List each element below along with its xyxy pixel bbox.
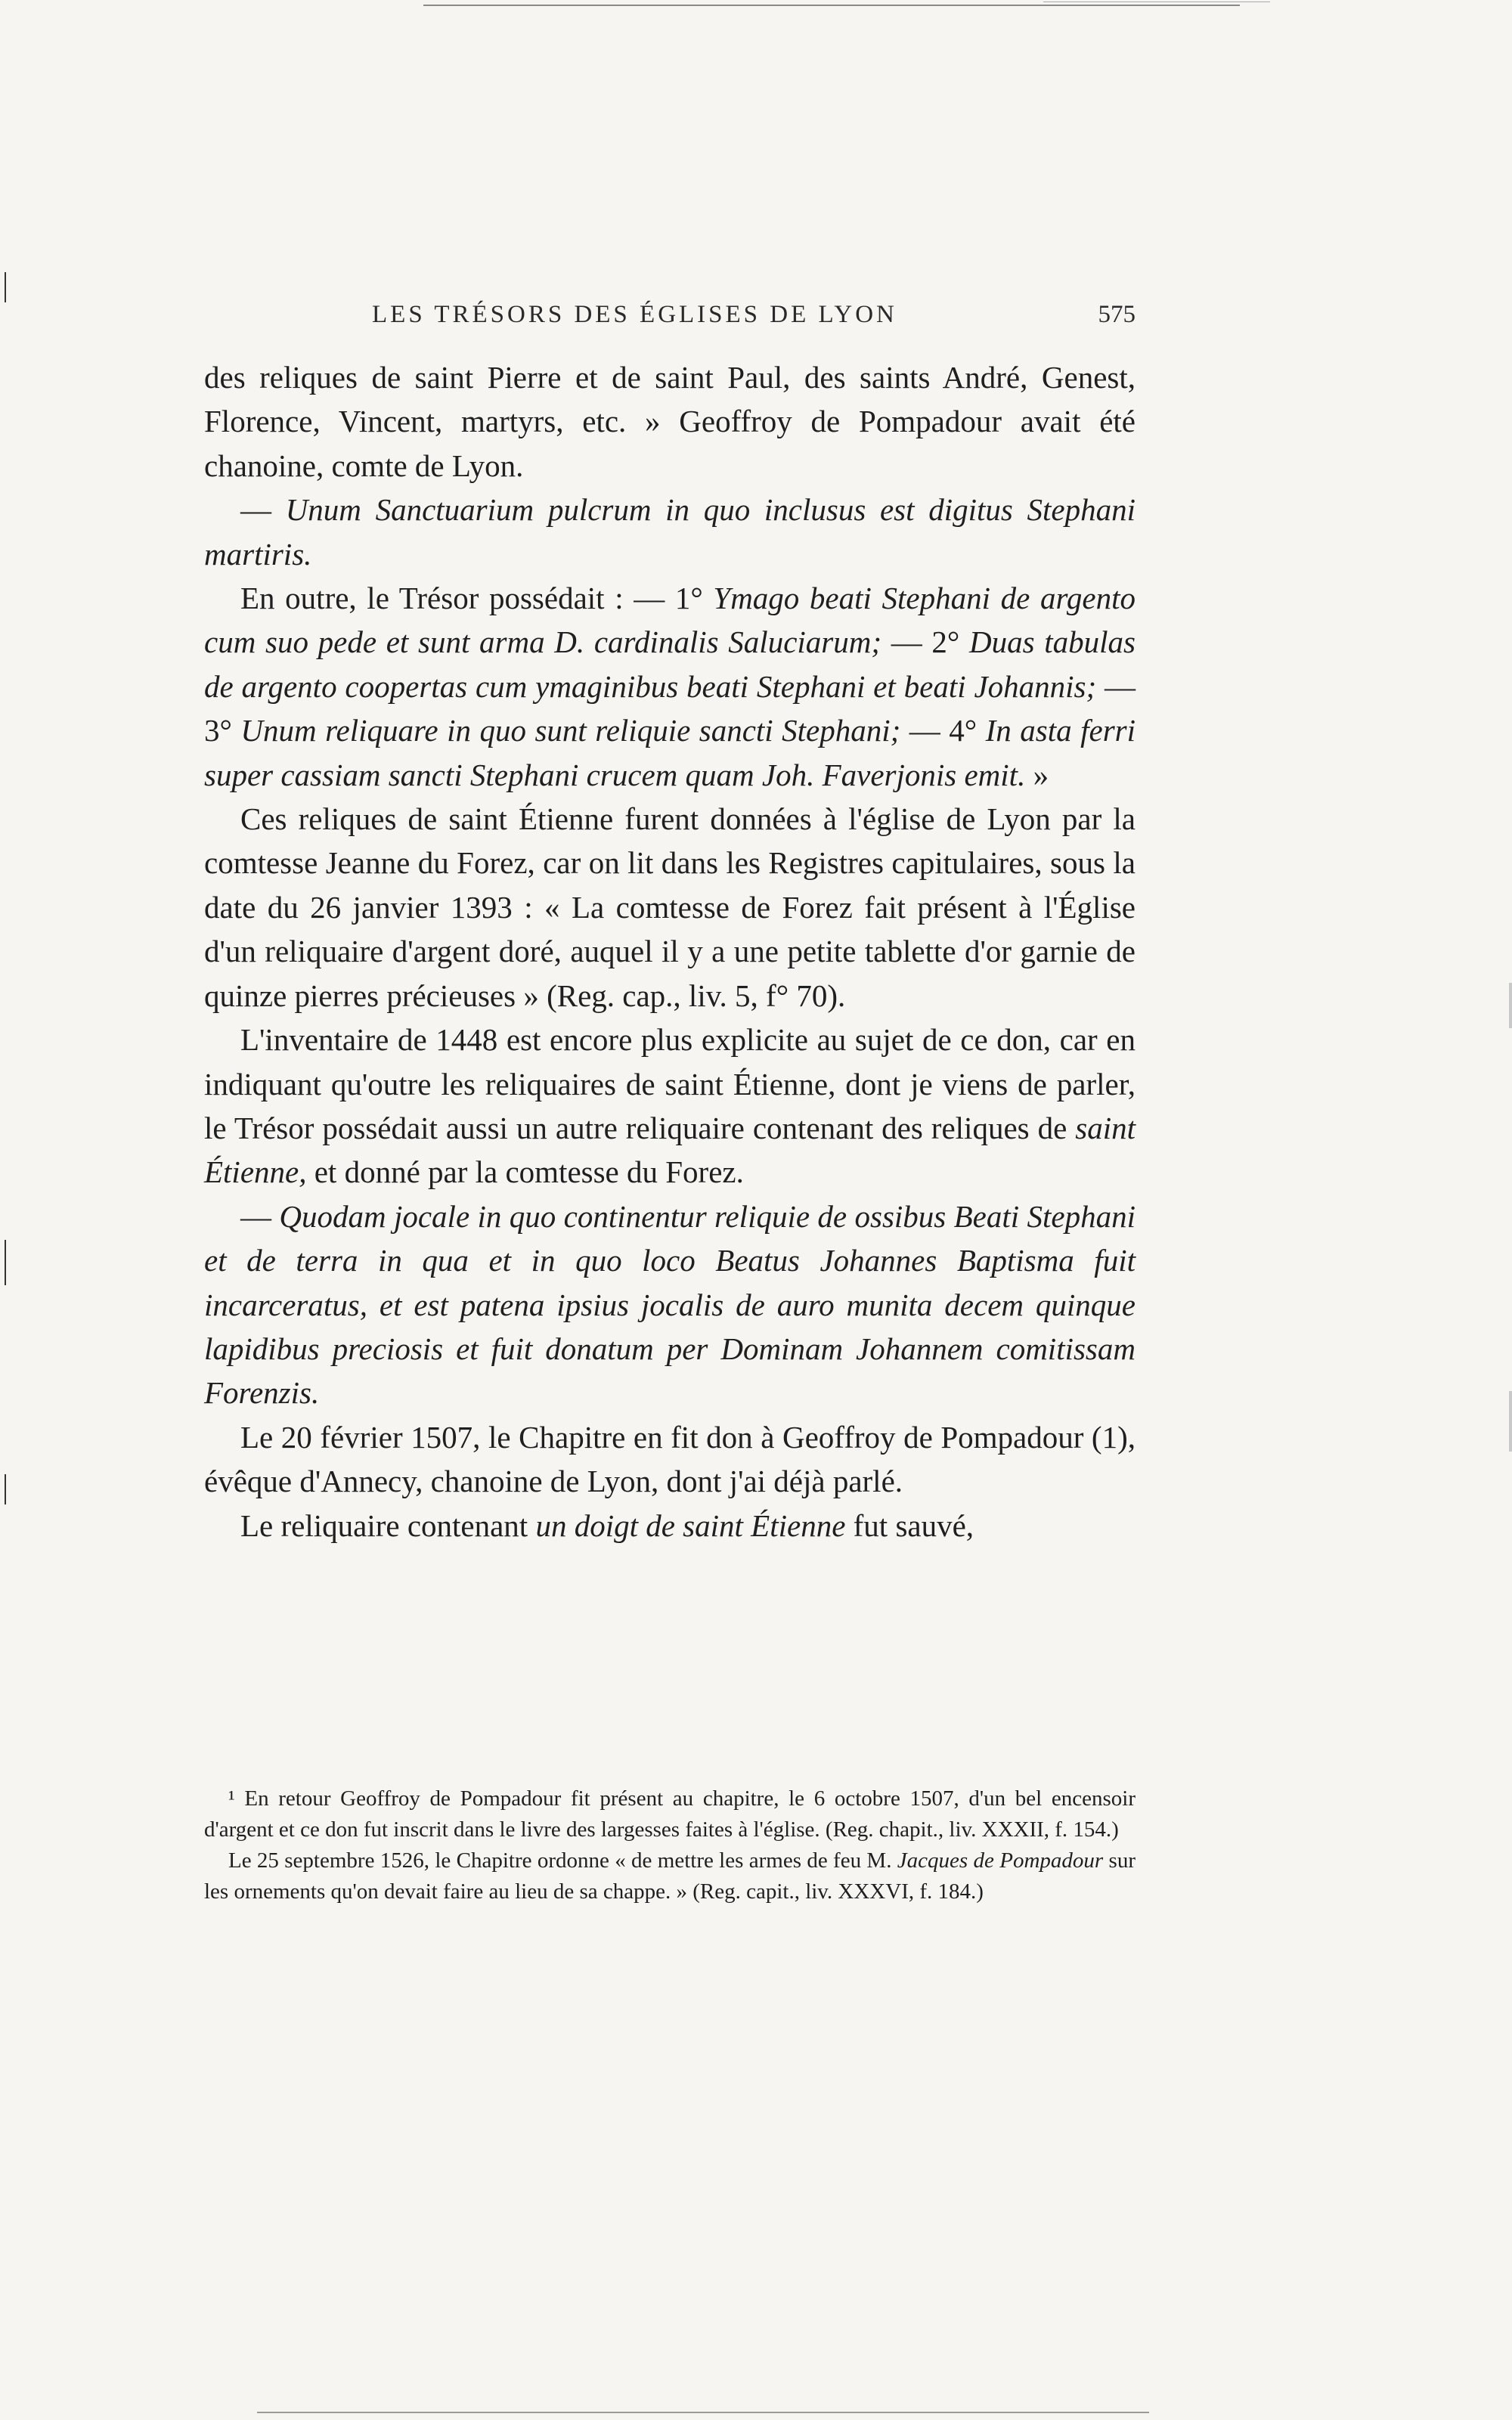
latin-quote: Duas tabulas de argento coopertas cum ymaginibus beati Stephani et beati Johannis; [204, 624, 1136, 704]
running-title: LES TRÉSORS DES ÉGLISES DE LYON [372, 301, 897, 328]
left-edge-mark [5, 272, 6, 302]
left-edge-mark [5, 1474, 6, 1504]
footnote-text: Le 25 septembre 1526, le Chapitre ordonne « de mettre les armes de feu M. [228, 1848, 892, 1873]
dash: — [240, 492, 271, 528]
running-header [204, 301, 1136, 339]
paragraph-text: fut sauvé, [853, 1507, 974, 1543]
right-edge-mark [1509, 1391, 1512, 1452]
italic-phrase: Jacques de Pompadour [897, 1848, 1104, 1873]
paragraph-text: des reliques de saint Pierre et de saint Paul, des saints André, Genest, Florence, Vincent, martyrs, etc. » Geoffroy de Pompadour avait été chanoine, comte de Lyon. [204, 360, 1136, 483]
paragraph-text: Le reliquaire contenant [240, 1507, 528, 1543]
italic-phrase: un doigt de saint Étienne [535, 1507, 846, 1543]
dash: — [240, 1198, 271, 1234]
paragraph [204, 355, 1136, 488]
item-marker: — 4° [909, 713, 978, 748]
paragraph [204, 797, 1136, 1018]
latin-quote: Ymago beati Stephani de argento cum suo pede et sunt arma D. cardinalis Saluciarum; [204, 581, 1136, 660]
paragraph [204, 1018, 1136, 1195]
paragraph-text: En outre, le Trésor possédait : — 1° [240, 581, 703, 616]
footnote [204, 1783, 1136, 1845]
item-marker: — 3° [204, 668, 1136, 748]
latin-quote: Unum Sanctuarium pulcrum in quo inclusus est digitus Stephani martiris. [204, 492, 1136, 572]
paragraph [204, 1415, 1136, 1504]
item-marker: — 2° [891, 624, 960, 660]
footnote-text: sur les ornements qu'on devait faire au lieu de sa chappe. » (Reg. capit., liv. XXXVI, f. 184.) [204, 1848, 1136, 1904]
closing-quote: » [1033, 757, 1049, 792]
right-edge-mark [1509, 983, 1512, 1028]
left-edge-mark [5, 1240, 6, 1285]
top-rule [423, 5, 1240, 6]
footnotes [204, 1783, 1136, 1907]
paragraph-text: L'inventaire de 1448 est encore plus explicite au sujet de ce don, car en indiquant qu'outre les reliquaires de saint Étienne, dont je viens de parler, le Trésor possédait aussi un autre reliquaire contenant des reliques de [204, 1022, 1136, 1145]
paragraph-text: et donné par la comtesse du Forez. [314, 1154, 744, 1190]
main-text [204, 355, 1136, 1548]
bottom-rule [257, 2412, 1149, 2413]
paragraph [204, 488, 1136, 576]
footnote-text: ¹ En retour Geoffroy de Pompadour fit présent au chapitre, le 6 octobre 1507, d'un bel encensoir d'argent et ce don fut inscrit dans le livre des largesses faites à l'église. (Reg. chapit., liv. XXXII, f. 154.) [204, 1786, 1136, 1842]
latin-quote: In asta ferri super cassiam sancti Stephani crucem quam Joh. Faverjonis emit. [204, 713, 1136, 792]
paragraph-text: Le 20 février 1507, le Chapitre en fit don à Geoffroy de Pompadour (1), évêque d'Annecy, chanoine de Lyon, dont j'ai déjà parlé. [204, 1419, 1136, 1499]
paragraph [204, 1504, 1136, 1548]
paragraph-text: Ces reliques de saint Étienne furent données à l'église de Lyon par la comtesse Jeanne du Forez, car on lit dans les Registres capitulaires, sous la date du 26 janvier 1393 : « La comtesse de Forez fait présent à l'Église d'un reliquaire d'argent doré, auquel il y a une petite tablette d'or garnie de quinze pierres précieuses » (Reg. cap., liv. 5, f° 70). [204, 801, 1136, 1013]
paragraph [204, 1195, 1136, 1415]
latin-quote: Quodam jocale in quo continentur reliquie de ossibus Beati Stephani et de terra in qua et in quo loco Beatus Johannes Baptisma fuit incarceratus, et est patena ipsius jocalis de auro munita decem quinque lapidibus preciosis et fuit donatum per Dominam Johannem comitissam Forenzis. [204, 1198, 1136, 1411]
page-number: 575 [1098, 301, 1136, 328]
latin-quote: Unum reliquare in quo sunt reliquie sancti Stephani; [240, 713, 901, 748]
paragraph [204, 576, 1136, 797]
italic-phrase: saint Étienne, [204, 1110, 1136, 1190]
footnote [204, 1845, 1136, 1907]
